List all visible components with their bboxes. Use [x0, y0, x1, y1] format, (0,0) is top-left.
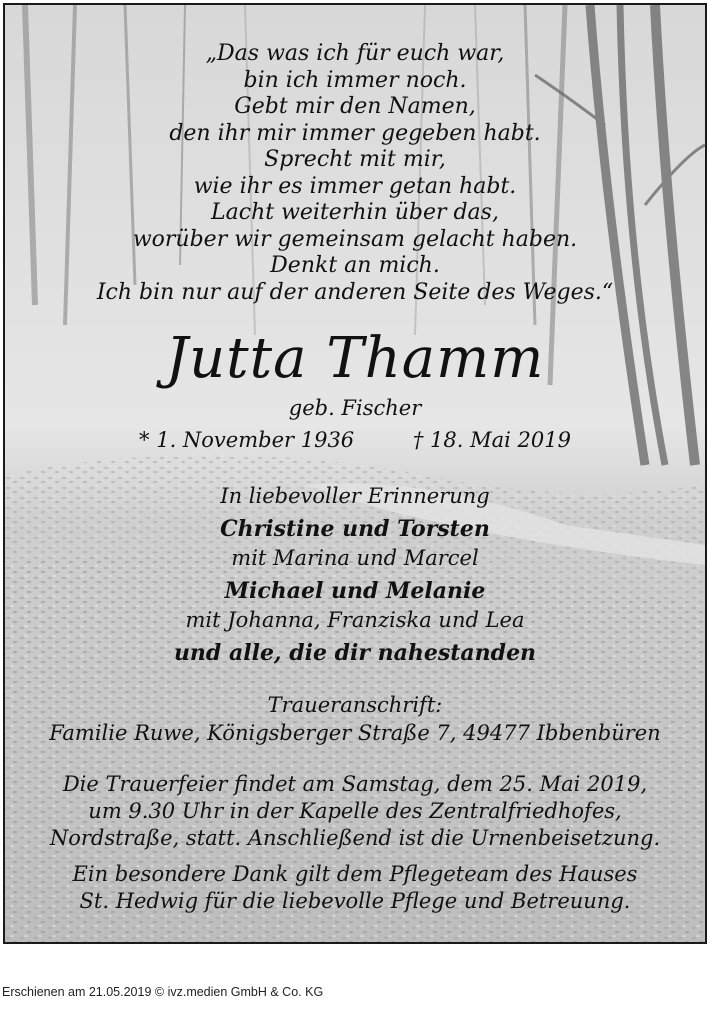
poem-line: „Das was ich für euch war, — [205, 41, 505, 66]
service-info — [5, 771, 705, 852]
memory-intro: In liebevoller Erinnerung — [220, 484, 490, 508]
address-label: Traueranschrift: — [267, 693, 443, 717]
obituary-notice — [3, 3, 707, 944]
service-line: um 9.30 Uhr in der Kapelle des Zentralfriedhofes, — [88, 799, 622, 823]
other-mourners: und alle, die dir nahestanden — [173, 640, 537, 666]
thanks-note — [5, 861, 705, 915]
poem-line: Lacht weiterhin über das, — [211, 200, 499, 225]
poem-line: Gebt mir den Namen, — [234, 94, 476, 119]
poem-line: Ich bin nur auf der anderen Seite des Weges.“ — [96, 279, 614, 305]
poem-line: bin ich immer noch. — [243, 67, 467, 93]
birth-date: * 1. November 1936 — [139, 428, 355, 452]
thanks-line: Ein besondere Dank gilt dem Pflegeteam des Hauses — [72, 862, 638, 886]
publication-footer: Erschienen am 21.05.2019 © ivz.medien GmbH & Co. KG — [2, 985, 324, 999]
death-date: † 18. Mai 2019 — [412, 428, 571, 452]
poem-line: wie ihr es immer getan habt. — [193, 173, 517, 199]
family-2: Michael und Melanie — [224, 578, 486, 604]
poem-line: Denkt an mich. — [270, 253, 440, 278]
family-2-children: mit Johanna, Franziska und Lea — [185, 608, 525, 632]
service-line: Nordstraße, statt. Anschließend ist die Urnenbeisetzung. — [49, 826, 661, 850]
poem-line: Sprecht mit mir, — [264, 147, 446, 172]
life-dates — [5, 428, 705, 452]
service-line: Die Trauerfeier findet am Samstag, dem 25. Mai 2019, — [62, 772, 648, 796]
maiden-name: geb. Fischer — [288, 396, 422, 420]
thanks-line: St. Hedwig für die liebevolle Pflege und Betreuung. — [79, 889, 631, 913]
deceased-name: Jutta Thamm — [165, 326, 545, 391]
poem-line: worüber wir gemeinsam gelacht haben. — [132, 226, 578, 252]
address-value: Familie Ruwe, Königsberger Straße 7, 49477 Ibbenbüren — [49, 721, 661, 745]
family-1-children: mit Marina und Marcel — [231, 546, 479, 570]
poem-line: den ihr mir immer gegeben habt. — [169, 120, 541, 146]
poem — [5, 41, 705, 306]
family-1: Christine und Torsten — [220, 516, 490, 542]
